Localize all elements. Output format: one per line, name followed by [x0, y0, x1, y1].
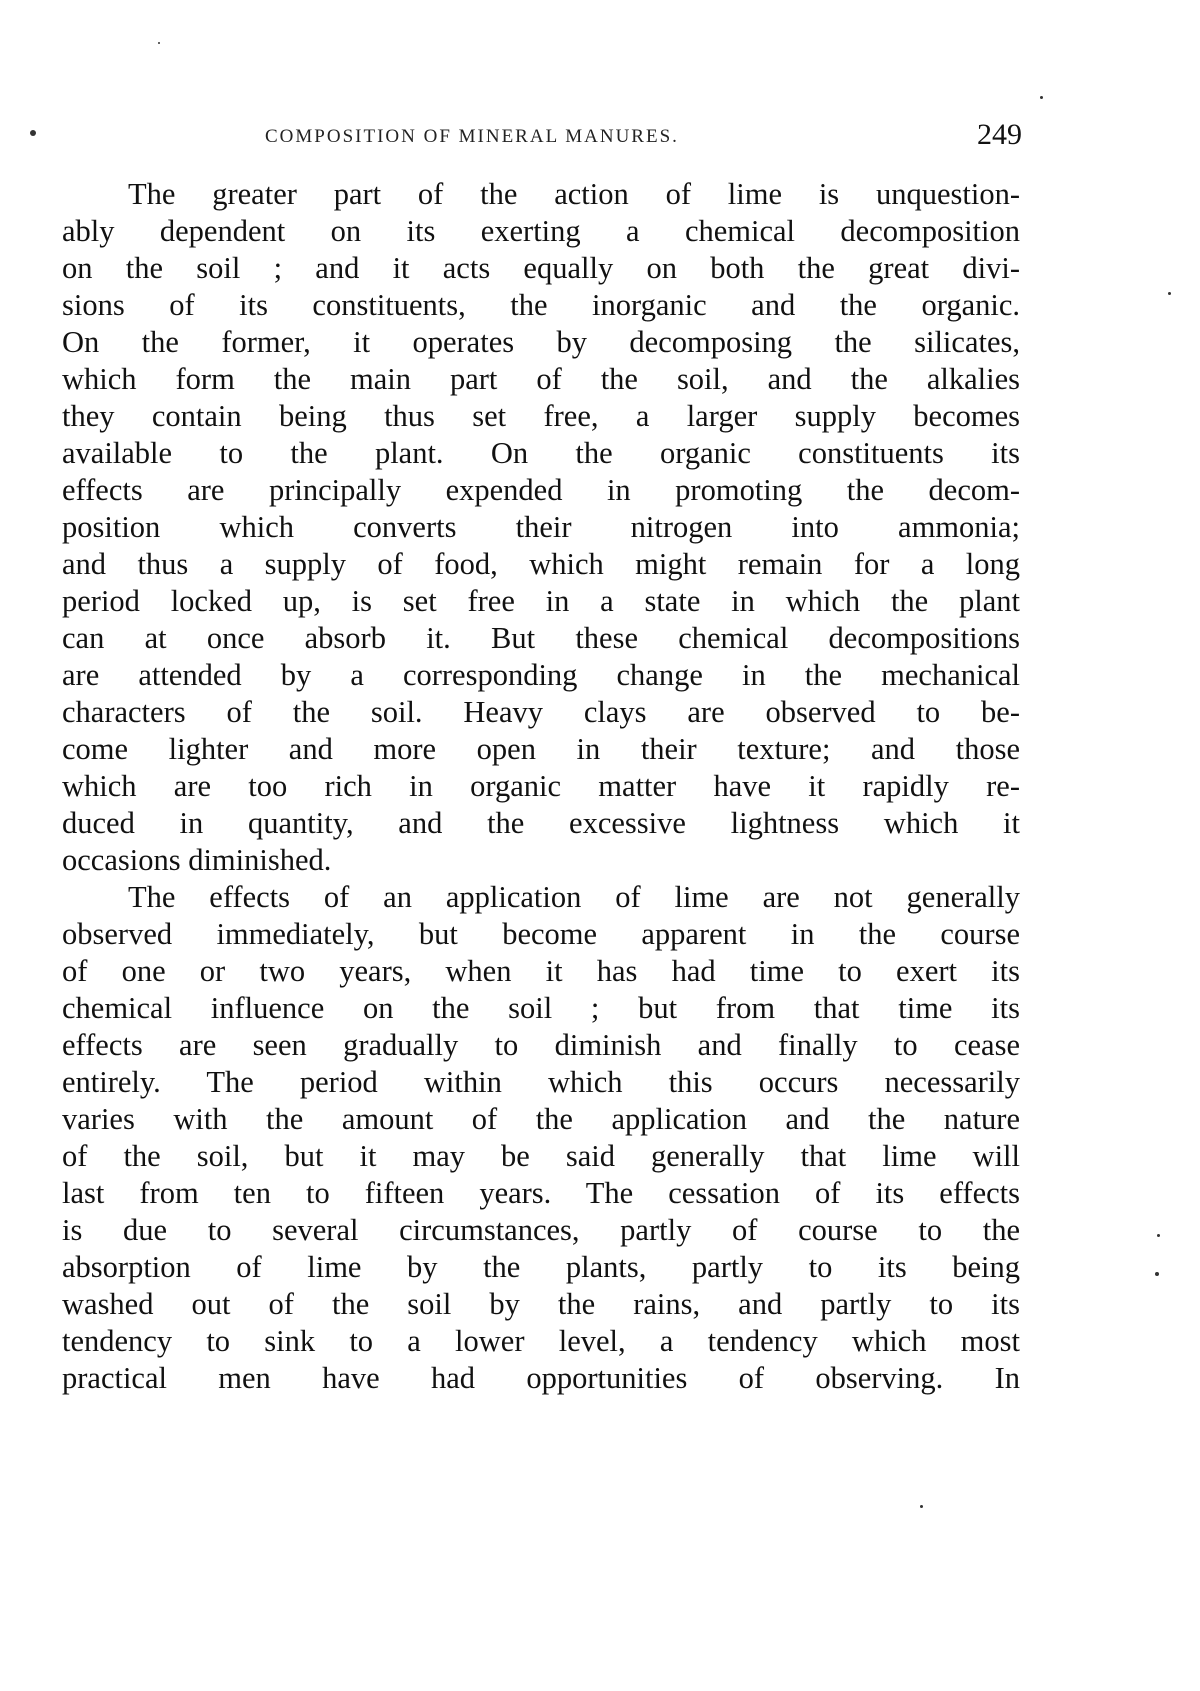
text-line: occasions diminished.	[62, 843, 332, 877]
text-line: period locked up, is set free in a state in which the plant	[62, 584, 1020, 618]
scan-speck	[1040, 96, 1043, 99]
text-line: which form the main part of the soil, and the alkalies	[62, 362, 1020, 396]
text-line: is due to several circumstances, partly of course to the	[62, 1213, 1020, 1247]
page-header	[60, 118, 1022, 158]
text-line: available to the plant. On the organic constituents its	[62, 436, 1020, 470]
scan-speck	[30, 130, 36, 136]
scan-speck	[158, 42, 160, 44]
running-head: COMPOSITION OF MINERAL MANURES.	[265, 126, 679, 147]
text-line: they contain being thus set free, a larger supply becomes	[62, 399, 1020, 433]
text-line: are attended by a corresponding change in the mechanical	[62, 658, 1020, 692]
text-line: entirely. The period within which this occurs necessarily	[62, 1065, 1020, 1099]
text-line: last from ten to fifteen years. The cessation of its effects	[62, 1176, 1020, 1210]
text-line: can at once absorb it. But these chemical decompositions	[62, 621, 1020, 655]
text-line: which are too rich in organic matter have it rapidly re-	[62, 769, 1020, 803]
text-line: sions of its constituents, the inorganic and the organic.	[62, 288, 1020, 322]
text-line: washed out of the soil by the rains, and partly to its	[62, 1287, 1020, 1321]
text-line: ably dependent on its exerting a chemical decomposition	[62, 214, 1020, 248]
text-line: tendency to sink to a lower level, a tendency which most	[62, 1324, 1020, 1358]
text-line: On the former, it operates by decomposing the silicates,	[62, 325, 1020, 359]
text-line: effects are principally expended in promoting the decom-	[62, 473, 1020, 507]
paragraph-1	[62, 176, 1020, 879]
scan-speck	[1155, 1272, 1159, 1276]
text-line: position which converts their nitrogen into ammonia;	[62, 510, 1020, 544]
page-number: 249	[977, 118, 1022, 151]
scan-speck	[1168, 292, 1171, 295]
text-line: come lighter and more open in their texture; and those	[62, 732, 1020, 766]
body-text	[62, 176, 1020, 1397]
text-line: The greater part of the action of lime is unquestion-	[128, 177, 1020, 211]
text-line: of one or two years, when it has had time to exert its	[62, 954, 1020, 988]
text-line: chemical influence on the soil ; but from that time its	[62, 991, 1020, 1025]
text-line: characters of the soil. Heavy clays are observed to be-	[62, 695, 1020, 729]
text-line: The effects of an application of lime are not generally	[128, 880, 1020, 914]
text-line: observed immediately, but become apparent in the course	[62, 917, 1020, 951]
paragraph-2	[62, 879, 1020, 1397]
text-line: duced in quantity, and the excessive lightness which it	[62, 806, 1020, 840]
text-line: practical men have had opportunities of observing. In	[62, 1361, 1020, 1395]
text-line: and thus a supply of food, which might remain for a long	[62, 547, 1020, 581]
scan-speck	[920, 1505, 923, 1508]
text-line: effects are seen gradually to diminish and finally to cease	[62, 1028, 1020, 1062]
text-line: on the soil ; and it acts equally on both the great divi-	[62, 251, 1020, 285]
text-line: of the soil, but it may be said generally that lime will	[62, 1139, 1020, 1173]
text-line: absorption of lime by the plants, partly to its being	[62, 1250, 1020, 1284]
scan-speck	[1157, 1234, 1160, 1237]
text-line: varies with the amount of the application and the nature	[62, 1102, 1020, 1136]
